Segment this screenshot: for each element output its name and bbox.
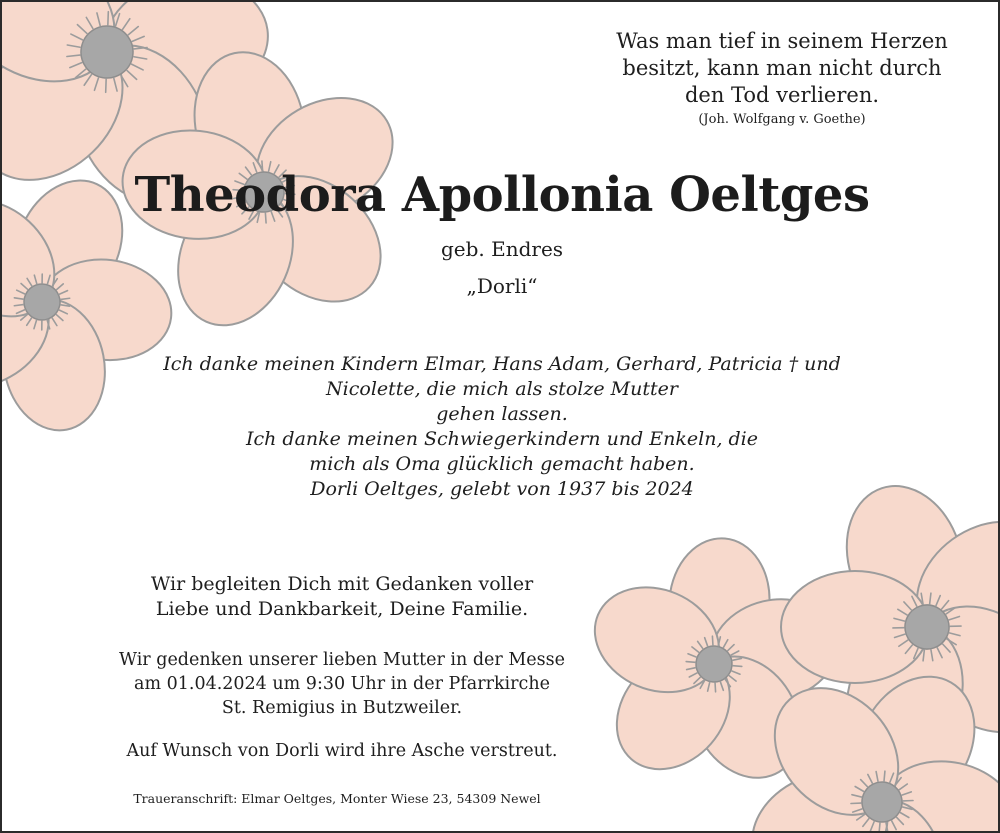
mourning-address: Traueranschrift: Elmar Oeltges, Monter Wiese 23, 54309 Newel (133, 791, 541, 806)
deceased-name: Theodora Apollonia Oeltges (134, 167, 870, 223)
thanks-line: Nicolette, die mich als stolze Mutter (326, 378, 678, 400)
family-farewell (102, 572, 582, 622)
stamen-mark (686, 662, 695, 663)
quote-line: besitzt, kann man nicht durch (622, 56, 942, 80)
thanks-message (152, 352, 852, 502)
thanks-line: gehen lassen. (436, 403, 568, 425)
mass-line: St. Remigius in Butzweiler. (221, 698, 463, 718)
mass-line: Wir gedenken unserer lieben Mutter in der Messe (119, 650, 565, 670)
goethe-quote (602, 28, 962, 129)
birth-name: geb. Endres (440, 237, 564, 261)
memorial-mass-info (92, 648, 592, 720)
quote-source: (Joh. Wolfgang v. Goethe) (698, 112, 866, 127)
mass-line: am 01.04.2024 um 9:30 Uhr in der Pfarrkirche (134, 674, 550, 694)
ashes-note: Auf Wunsch von Dorli wird ihre Asche verstreut. (126, 741, 558, 761)
thanks-line: Ich danke meinen Kindern Elmar, Hans Adam, Gerhard, Patricia † und (163, 353, 841, 375)
farewell-line: Wir begleiten Dich mit Gedanken voller (150, 573, 534, 595)
quote-line: den Tod verlieren. (684, 83, 880, 107)
nickname: „Dorli“ (466, 274, 538, 298)
thanks-line: Dorli Oeltges, gelebt von 1937 bis 2024 (310, 478, 694, 500)
quote-line: Was man tief in seinem Herzen (616, 29, 948, 53)
stamen-mark (733, 666, 742, 667)
thanks-line: mich als Oma glücklich gemacht haben. (309, 453, 695, 475)
farewell-line: Liebe und Dankbarkeit, Deine Familie. (155, 598, 529, 620)
thanks-line: Ich danke meinen Schwiegerkindern und Enkeln, die (245, 428, 759, 450)
